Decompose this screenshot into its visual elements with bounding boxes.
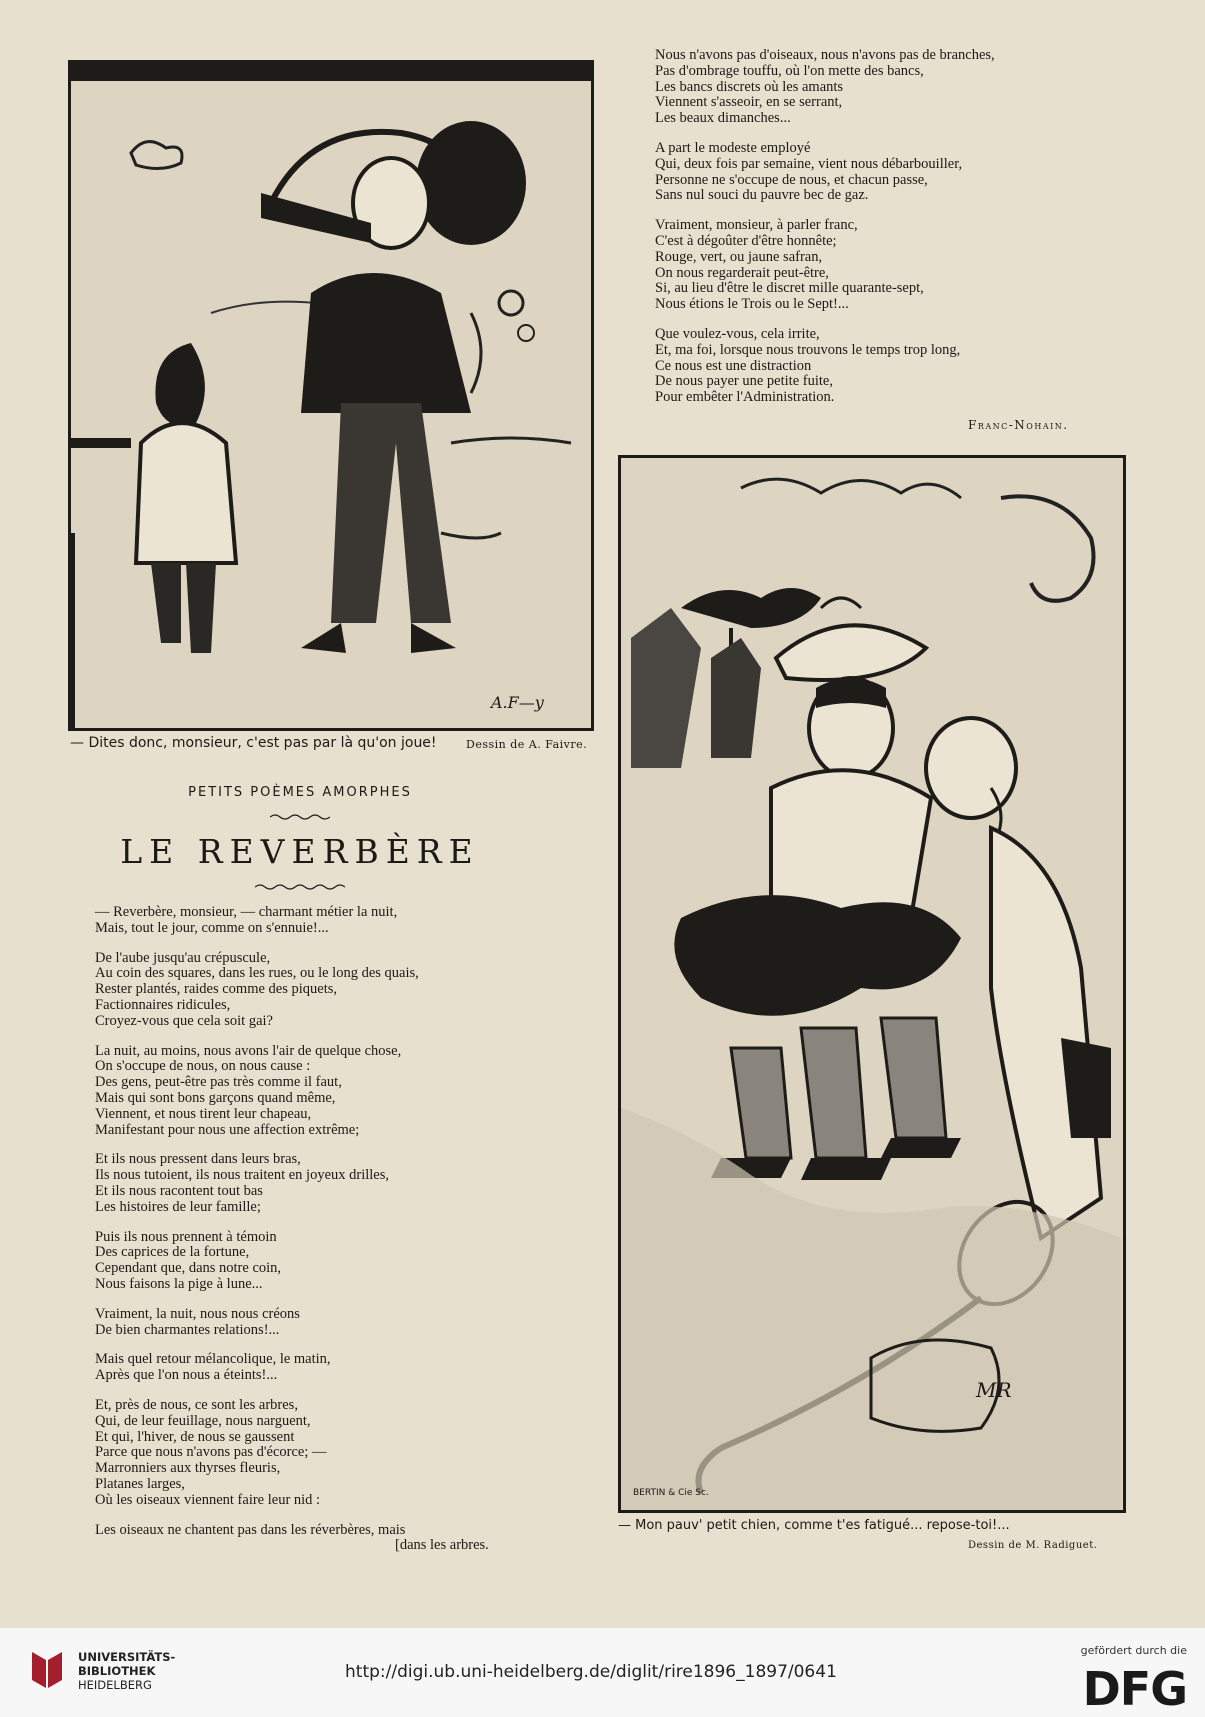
- stanza: [655, 48, 1095, 127]
- poem-line: Factionnaires ridicules,: [95, 996, 231, 1013]
- poem-line: Et ils nous racontent tout bas: [95, 1182, 263, 1199]
- stanza: [655, 141, 1095, 204]
- illustration-trumpet-player: [68, 60, 594, 731]
- funder-label: gefördert durch die: [1080, 1644, 1187, 1657]
- poem-author: Franc-Nohain.: [968, 418, 1069, 432]
- stanza: [95, 1523, 565, 1555]
- poem-line: Rester plantés, raides comme des piquets,: [95, 981, 338, 998]
- stanza: [95, 1398, 565, 1509]
- poem-line: La nuit, au moins, nous avons l'air de quelque chose,: [95, 1042, 402, 1059]
- poem-line: Pas d'ombrage touffu, où l'on mette des bancs,: [655, 62, 924, 79]
- ornament-1: [70, 806, 530, 825]
- poem-line: A part le modeste employé: [655, 139, 811, 156]
- poem-line: Que voulez-vous, cela irrite,: [655, 325, 820, 342]
- poem-line: Personne ne s'occupe de nous, et chacun passe,: [655, 171, 928, 188]
- poem-line: Nous faisons la pige à lune...: [95, 1275, 263, 1292]
- institution-name: [78, 1650, 175, 1692]
- poem-line: Platanes larges,: [95, 1475, 185, 1492]
- poem-line: [dans les arbres.: [395, 1537, 489, 1554]
- stanza: [655, 218, 1095, 313]
- poem-right-column: [655, 48, 1095, 420]
- printer-mark: BERTIN & Cie Sc.: [633, 1488, 709, 1498]
- institution-line-1: UNIVERSITÄTS-: [78, 1650, 176, 1664]
- stanza: [95, 1307, 565, 1339]
- poem-line: Mais qui sont bons garçons quand même,: [95, 1089, 336, 1106]
- stanza: [95, 1152, 565, 1215]
- poem-line: De bien charmantes relations!...: [95, 1321, 280, 1338]
- stanza: [95, 951, 565, 1030]
- poem-line: Viennent, et nous tirent leur chapeau,: [95, 1105, 312, 1122]
- institution-line-2: BIBLIOTHEK: [78, 1664, 156, 1678]
- dfg-logo: DFG: [1082, 1662, 1187, 1716]
- poem-line: Les oiseaux ne chantent pas dans les réverbères, mais: [95, 1521, 406, 1538]
- poem-line: Et qui, l'hiver, de nous se gaussent: [95, 1428, 295, 1445]
- poem-line: Au coin des squares, dans les rues, ou le long des quais,: [95, 965, 419, 982]
- stanza: [95, 905, 565, 937]
- poem-line: Nous étions le Trois ou le Sept!...: [655, 296, 849, 313]
- poem-line: Viennent s'asseoir, en se serrant,: [655, 94, 843, 111]
- poem-line: Vraiment, la nuit, nous nous créons: [95, 1305, 300, 1322]
- poem-line: Qui, de leur feuillage, nous narguent,: [95, 1412, 311, 1429]
- poem-line: Où les oiseaux viennent faire leur nid :: [95, 1491, 321, 1508]
- ornament-2: [70, 876, 530, 895]
- poem-line: Croyez-vous que cela soit gai?: [95, 1012, 273, 1029]
- university-logo-icon: [28, 1648, 68, 1696]
- credit-illustration-1: Dessin de A. Faivre.: [466, 738, 588, 751]
- poem-line: De l'aube jusqu'au crépuscule,: [95, 949, 271, 966]
- stanza: [95, 1230, 565, 1293]
- poem-line: Marronniers aux thyrses fleuris,: [95, 1460, 281, 1477]
- drawing-tennis-scene: [621, 458, 1123, 1510]
- poem-line: Des caprices de la fortune,: [95, 1244, 250, 1261]
- signature: A.F—y: [491, 693, 544, 712]
- poem-line: — Reverbère, monsieur, — charmant métier la nuit,: [95, 904, 398, 920]
- stanza: [655, 327, 1095, 406]
- permalink-url[interactable]: http://digi.ub.uni-heidelberg.de/diglit/rire1896_1897/0641: [345, 1662, 837, 1682]
- poem-line: C'est à dégoûter d'être honnête;: [655, 232, 837, 249]
- drawing-trumpet-scene: [71, 63, 591, 728]
- poem-line: Cependant que, dans notre coin,: [95, 1260, 282, 1277]
- poem-line: Mais quel retour mélancolique, le matin,: [95, 1351, 331, 1368]
- poem-line: Et, près de nous, ce sont les arbres,: [95, 1396, 298, 1413]
- poem-line: Pour embêter l'Administration.: [655, 389, 835, 406]
- series-title: PETITS POÈMES AMORPHES: [188, 785, 412, 800]
- poem-line: Puis ils nous prennent à témoin: [95, 1228, 277, 1245]
- poem-line: Rouge, vert, ou jaune safran,: [655, 248, 823, 265]
- poem-line: Manifestant pour nous une affection extrême;: [95, 1121, 360, 1138]
- institution-line-3: HEIDELBERG: [78, 1678, 152, 1692]
- poem-line: Nous n'avons pas d'oiseaux, nous n'avons pas de branches,: [655, 47, 995, 63]
- poem-line: Les bancs discrets où les amants: [655, 78, 844, 95]
- poem-line: De nous payer une petite fuite,: [655, 373, 833, 390]
- poem-title: LE REVERBÈRE: [120, 832, 480, 871]
- poem-line: Après que l'on nous a éteints!...: [95, 1367, 278, 1384]
- poem-line: Vraiment, monsieur, à parler franc,: [655, 217, 858, 234]
- poem-left-column: [95, 905, 565, 1568]
- poem-line: Sans nul souci du pauvre bec de gaz.: [655, 187, 869, 204]
- caption-illustration-2: — Mon pauv' petit chien, comme t'es fatigué... repose-toi!...: [618, 1518, 1010, 1533]
- poem-line: Parce que nous n'avons pas d'écorce; —: [95, 1444, 327, 1461]
- credit-illustration-2: Dessin de M. Radiguet.: [968, 1540, 1098, 1551]
- poem-line: On s'occupe de nous, on nous cause :: [95, 1058, 311, 1075]
- poem-line: On nous regarderait peut-être,: [655, 264, 829, 281]
- illustration-tennis-couple: [618, 455, 1126, 1513]
- poem-line: Ils nous tutoient, ils nous traitent en joyeux drilles,: [95, 1167, 389, 1184]
- poem-line: Les histoires de leur famille;: [95, 1198, 261, 1215]
- monogram: MR: [976, 1378, 1012, 1402]
- poem-line: Et, ma foi, lorsque nous trouvons le temps trop long,: [655, 341, 961, 358]
- poem-line: Ce nous est une distraction: [655, 357, 812, 374]
- stanza: [95, 1044, 565, 1139]
- digitization-footer: [0, 1628, 1205, 1717]
- stanza: [95, 1352, 565, 1384]
- poem-line: Mais, tout le jour, comme on s'ennuie!...: [95, 919, 329, 936]
- poem-line: Si, au lieu d'être le discret mille quarante-sept,: [655, 280, 924, 297]
- poem-line: Les beaux dimanches...: [655, 110, 791, 127]
- poem-line: Et ils nous pressent dans leurs bras,: [95, 1151, 301, 1168]
- poem-line: Des gens, peut-être pas très comme il faut,: [95, 1074, 342, 1091]
- poem-line: Qui, deux fois par semaine, vient nous débarbouiller,: [655, 155, 963, 172]
- caption-illustration-1: — Dites donc, monsieur, c'est pas par là qu'on joue!: [70, 735, 437, 751]
